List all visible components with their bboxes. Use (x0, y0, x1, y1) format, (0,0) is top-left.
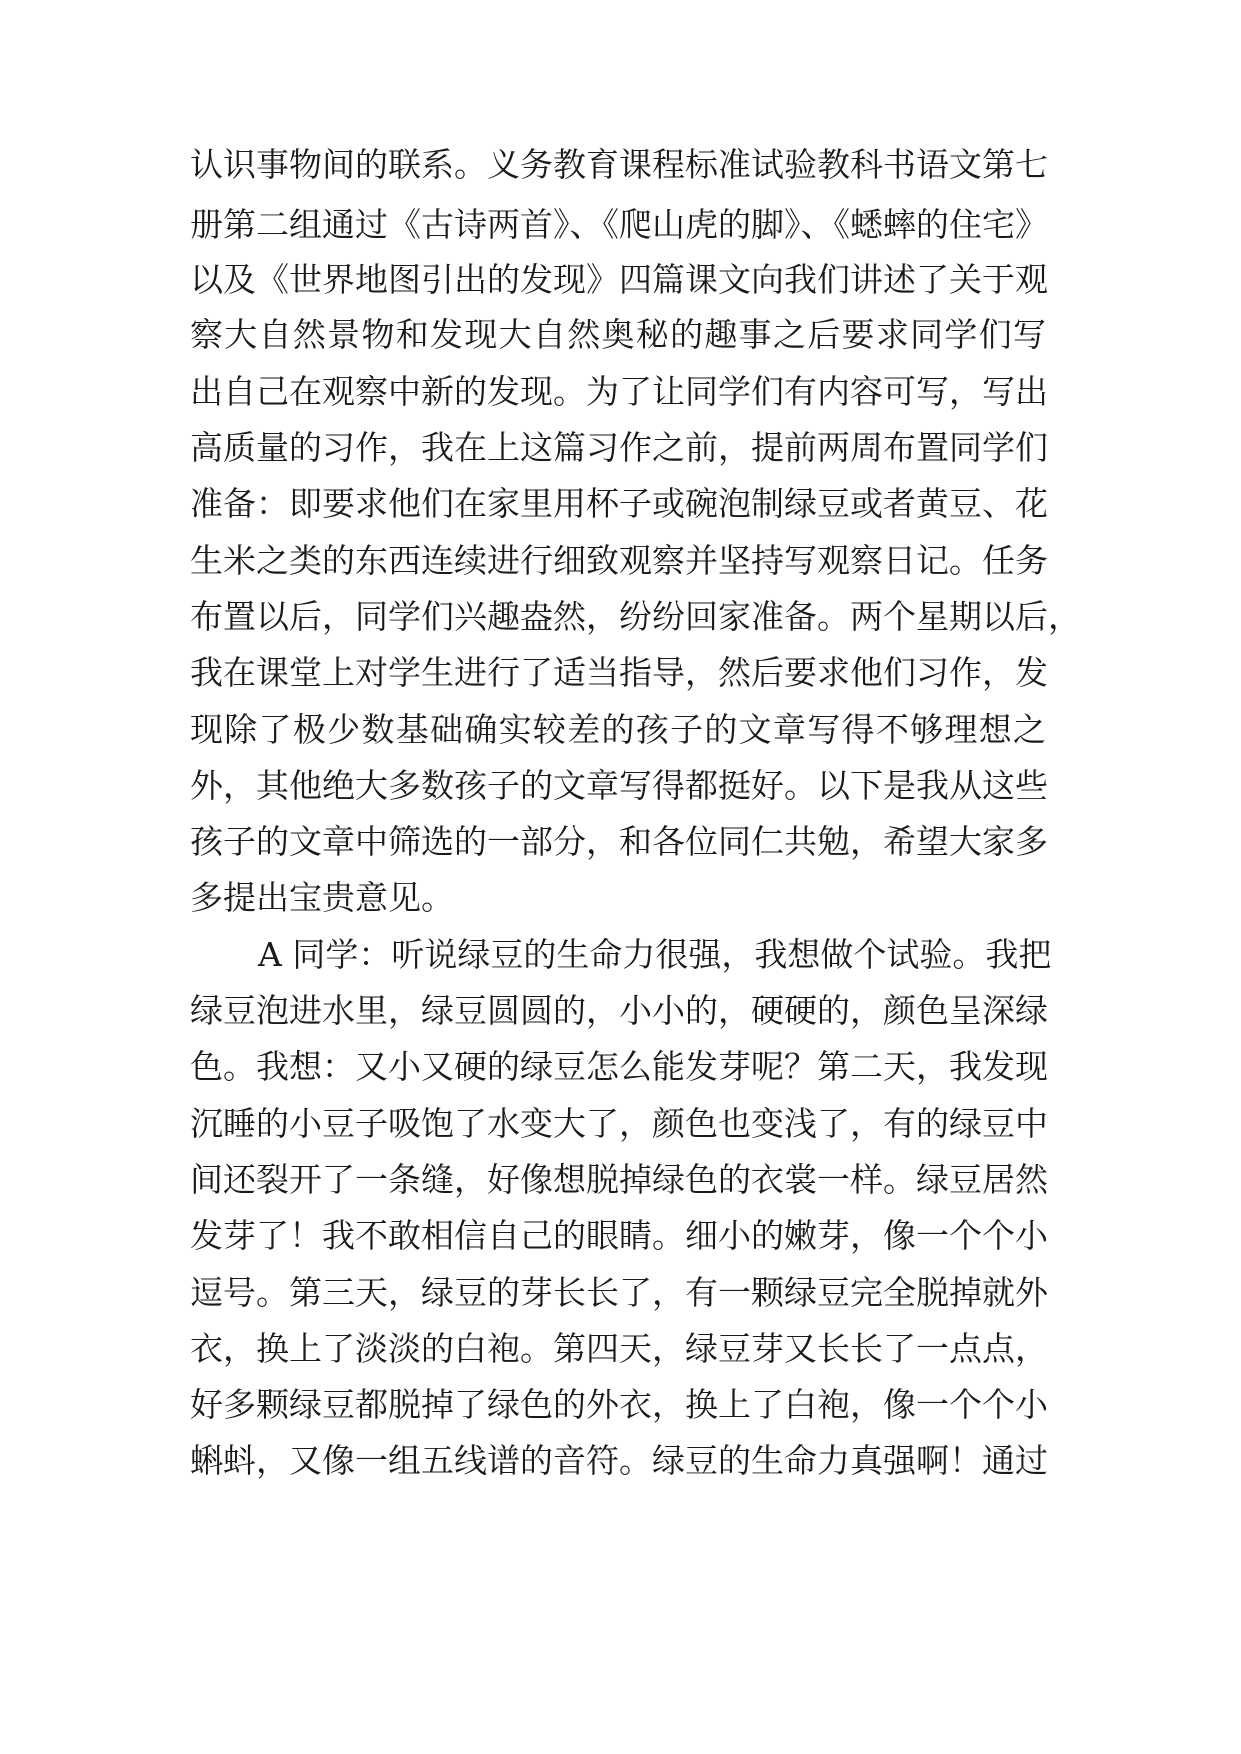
text-line: 生米之类的东西连续进行细致观察并坚持写观察日记。任务 (190, 541, 1048, 580)
text-line: 准备：即要求他们在家里用杯子或碗泡制绿豆或者黄豆、花 (190, 484, 1048, 523)
text-line: 绿豆泡进水里，绿豆圆圆的，小小的，硬硬的，颜色呈深绿 (190, 991, 1048, 1030)
text-line: 布置以后，同学们兴趣盎然，纷纷回家准备。两个星期以后， (190, 597, 1081, 636)
text-line: 色。我想：又小又硬的绿豆怎么能发芽呢？第二天，我发现 (190, 1047, 1048, 1086)
text-line: 外，其他绝大多数孩子的文章写得都挺好。以下是我从这些 (190, 766, 1048, 805)
text-line: 衣，换上了淡淡的白袍。第四天，绿豆芽又长长了一点点， (190, 1329, 1048, 1368)
text-line: 察大自然景物和发现大自然奥秘的趣事之后要求同学们写 (190, 315, 1046, 354)
text-line: 间还裂开了一条缝，好像想脱掉绿色的衣裳一样。绿豆居然 (190, 1160, 1048, 1199)
text-line: 逗号。第三天，绿豆的芽长长了，有一颗绿豆完全脱掉就外 (190, 1273, 1048, 1312)
text-line: A 同学：听说绿豆的生命力很强，我想做个试验。我把 (258, 935, 1052, 974)
text-line: 蝌蚪，又像一组五线谱的音符。绿豆的生命力真强啊！通过 (190, 1441, 1048, 1480)
text-line: 发芽了！我不敢相信自己的眼睛。细小的嫩芽，像一个个小 (190, 1216, 1048, 1255)
text-line: 多提出宝贵意见。 (190, 878, 454, 917)
text-line: 以及《世界地图引出的发现》四篇课文向我们讲述了关于观 (190, 260, 1048, 299)
text-line: 出自己在观察中新的发现。为了让同学们有内容可写，写出 (190, 372, 1048, 411)
text-line: 沉睡的小豆子吸饱了水变大了，颜色也变浅了，有的绿豆中 (190, 1104, 1048, 1143)
text-line: 认识事物间的联系。义务教育课程标准试验教科书语文第七 (190, 145, 1048, 184)
text-line: 孩子的文章中筛选的一部分，和各位同仁共勉，希望大家多 (190, 822, 1048, 861)
text-line: 高质量的习作，我在上这篇习作之前，提前两周布置同学们 (190, 428, 1048, 467)
text-line: 好多颗绿豆都脱掉了绿色的外衣，换上了白袍，像一个个小 (190, 1385, 1048, 1424)
text-line: 我在课堂上对学生进行了适当指导，然后要求他们习作，发 (190, 653, 1048, 692)
text-line: 册第二组通过《古诗两首》、《爬山虎的脚》、《蟋蟀的住宅》 (190, 205, 1048, 244)
text-line: 现除了极少数基础确实较差的孩子的文章写得不够理想之 (190, 710, 1046, 749)
